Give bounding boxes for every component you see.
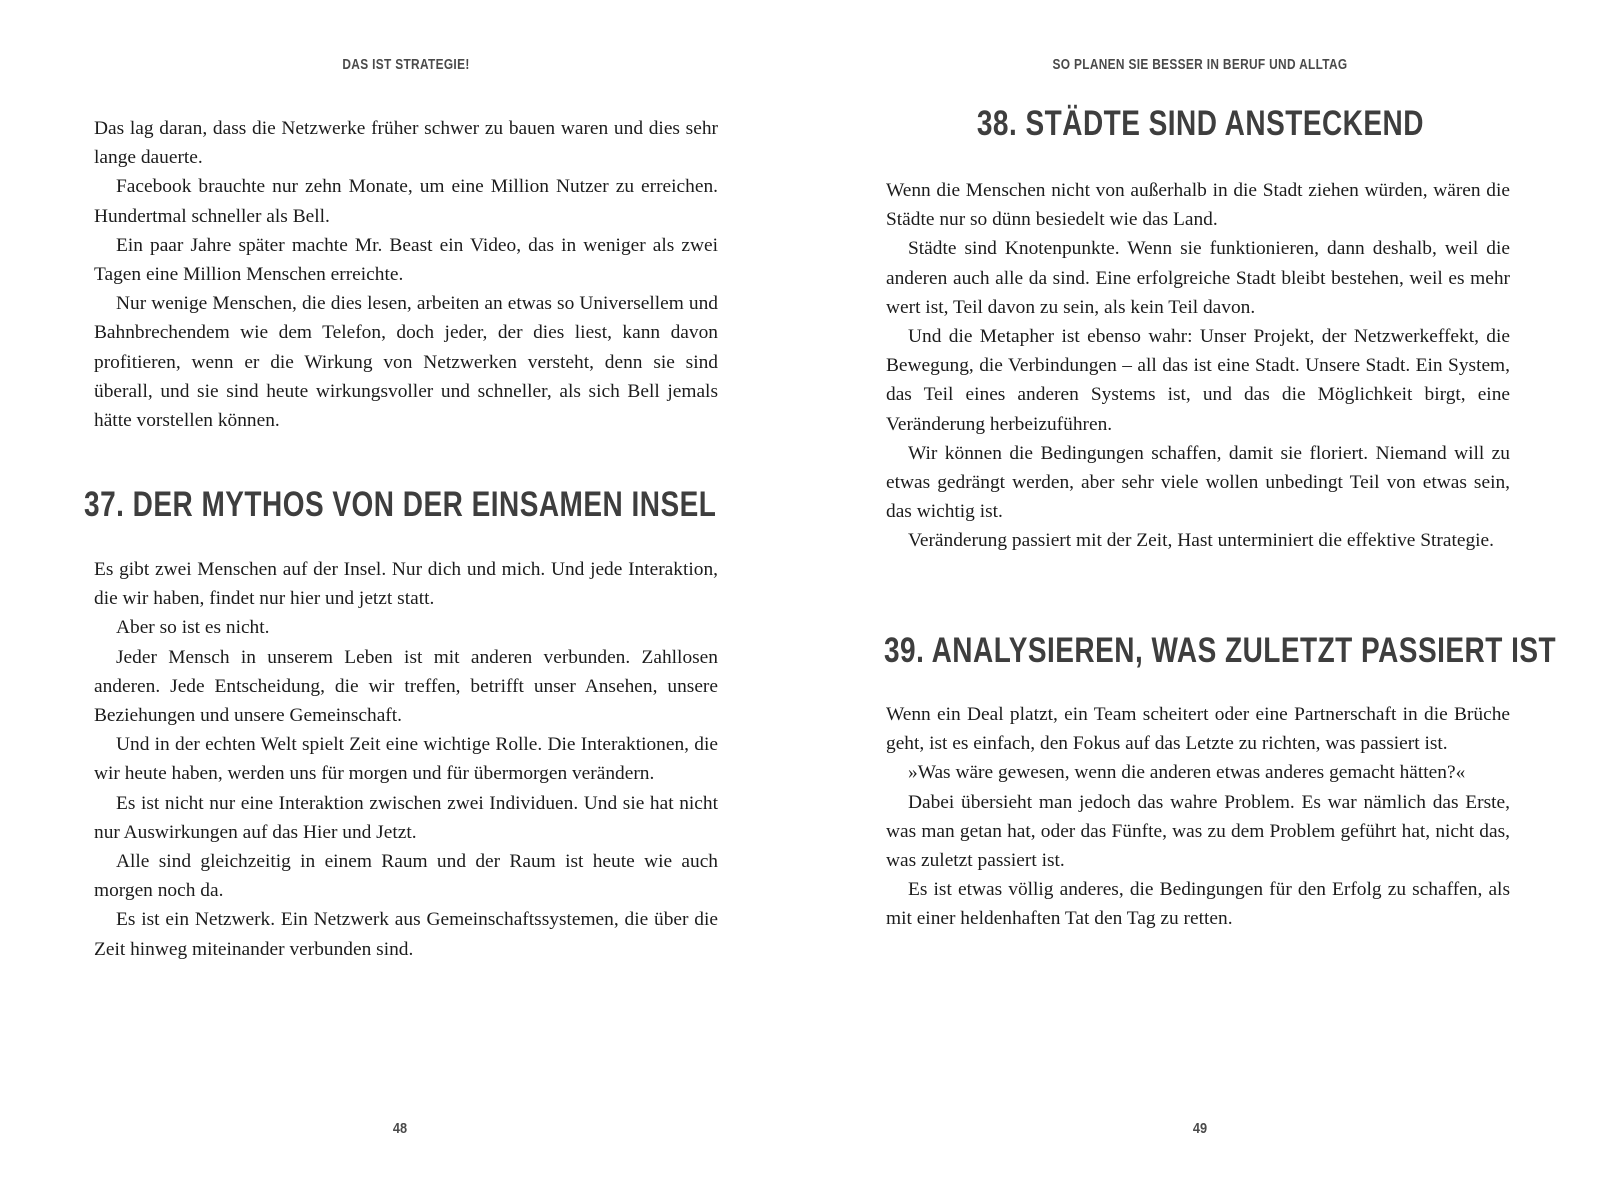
paragraph: Das lag daran, dass die Netzwerke früher schwer zu bauen waren und dies sehr lange dauerte.	[94, 118, 718, 169]
section-heading-37-text: 37. DER MYTHOS VON DER EINSAMEN INSEL	[83, 485, 717, 524]
paragraph: Nur wenige Menschen, die dies lesen, arbeiten an etwas so Universellem und Bahnbrechendem wie dem Telefon, doch jeder, der dies liest, kann davon profitieren, wenn er die Wirkung von Netzwerken versteht, denn sie sind überall, und sie sind heute wirkungsvoller und schneller, als sich Bell jemals hätte vorstellen können.	[94, 293, 718, 432]
paragraph: Und die Metapher ist ebenso wahr: Unser Projekt, der Netzwerkeffekt, die Bewegung, die Verbindungen – all das ist eine Stadt. Unsere Stadt. Ein System, das Teil eines anderen Systems ist, und das die Möglichkeit birgt, eine Veränderung herbeizuführen.	[886, 326, 1510, 435]
paragraph: Und in der echten Welt spielt Zeit eine wichtige Rolle. Die Interaktionen, die wir heute haben, werden uns für morgen und für übermorgen verändern.	[94, 734, 718, 785]
section-heading-39-text: 39. ANALYSIEREN, WAS ZULETZT PASSIERT IST	[884, 631, 1557, 670]
paragraph: Facebook brauchte nur zehn Monate, um eine Million Nutzer zu erreichen. Hundertmal schneller als Bell.	[94, 176, 718, 227]
paragraph: Es gibt zwei Menschen auf der Insel. Nur dich und mich. Und jede Interaktion, die wir haben, findet nur hier und jetzt statt.	[94, 559, 718, 610]
page-number-left: 48	[392, 1120, 408, 1137]
section-38-text	[886, 176, 1510, 556]
paragraph: Wir können die Bedingungen schaffen, damit sie floriert. Niemand will zu etwas gedrängt werden, aber sehr viele wollen unbedingt Teil von etwas sein, das wichtig ist.	[886, 442, 1510, 523]
page-number-right: 49	[1192, 1120, 1208, 1137]
paragraph: Dabei übersieht man jedoch das wahre Problem. Es war nämlich das Erste, was man getan hat, oder das Fünfte, was zu dem Problem geführt hat, nicht das, was zuletzt passiert ist.	[886, 791, 1510, 872]
paragraph: Wenn die Menschen nicht von außerhalb in die Stadt ziehen würden, wären die Städte nur so dünn besiedelt wie das Land.	[886, 180, 1510, 231]
paragraph: Es ist ein Netzwerk. Ein Netzwerk aus Gemeinschaftssystemen, die über die Zeit hinweg miteinander verbunden sind.	[94, 909, 718, 960]
paragraph: »Was wäre gewesen, wenn die anderen etwas anderes gemacht hätten?«	[908, 762, 1466, 784]
section-heading-38-text: 38. STÄDTE SIND ANSTECKEND	[976, 104, 1424, 143]
section-heading-38	[800, 104, 1600, 144]
paragraph: Wenn ein Deal platzt, ein Team scheitert oder eine Partnerschaft in die Brüche geht, ist es einfach, den Fokus auf das Letzte zu richten, was passiert ist.	[886, 704, 1510, 755]
intro-text	[94, 114, 718, 435]
paragraph: Alle sind gleichzeitig in einem Raum und der Raum ist heute wie auch morgen noch da.	[94, 851, 718, 902]
paragraph: Es ist nicht nur eine Interaktion zwischen zwei Individuen. Und sie hat nicht nur Auswirkungen auf das Hier und Jetzt.	[94, 792, 718, 843]
paragraph: Es ist etwas völlig anderes, die Bedingungen für den Erfolg zu schaffen, als mit einer heldenhaften Tat den Tag zu retten.	[886, 879, 1510, 930]
running-head-left: DAS IST STRATEGIE!	[342, 57, 470, 73]
running-head-right: SO PLANEN SIE BESSER IN BERUF UND ALLTAG	[1052, 57, 1348, 73]
paragraph: Städte sind Knotenpunkte. Wenn sie funktionieren, dann deshalb, weil die anderen auch alle da sind. Eine erfolgreiche Stadt bleibt bestehen, weil es mehr wert ist, Teil davon zu sein, als kein Teil davon.	[886, 238, 1510, 318]
section-heading-37	[0, 485, 800, 525]
paragraph: Ein paar Jahre später machte Mr. Beast ein Video, das in weniger als zwei Tagen eine Million Menschen erreichte.	[94, 234, 718, 286]
paragraph: Veränderung passiert mit der Zeit, Hast unterminiert die effektive Strategie.	[908, 530, 1495, 552]
paragraph: Jeder Mensch in unserem Leben ist mit anderen verbunden. Zahllosen anderen. Jede Entscheidung, die wir treffen, betrifft unser Ansehen, unsere Beziehungen und unsere Gemeinschaft.	[94, 646, 718, 727]
section-37-text	[94, 555, 718, 964]
right-page	[800, 0, 1600, 1186]
section-39-text	[886, 700, 1510, 934]
section-heading-39	[800, 631, 1600, 671]
paragraph: Aber so ist es nicht.	[116, 617, 270, 639]
